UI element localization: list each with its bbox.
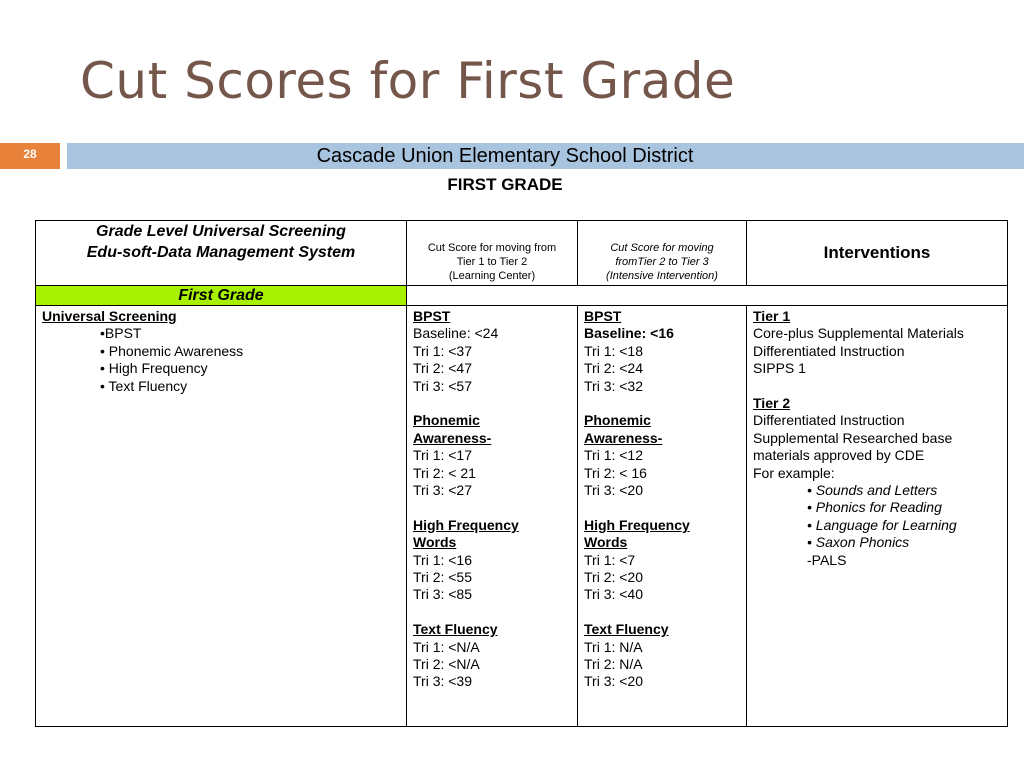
score-line: Tri 1: N/A [584, 638, 643, 655]
baseline-line: Baseline: <16 [584, 325, 674, 342]
score-line: Tri 2: <55 [413, 569, 473, 586]
intervention-line: SIPPS 1 [753, 360, 806, 377]
program-example-pals: -PALS [807, 551, 847, 568]
tier2-to-tier3-header [578, 221, 747, 286]
score-line: Tri 1: <18 [584, 342, 644, 359]
tier12-header-line2: Tier 1 to Tier 2 [456, 256, 528, 268]
screening-item: • Text Fluency [100, 377, 188, 394]
intervention-line: Differentiated Instruction [753, 342, 905, 359]
score-line: Tri 1: <12 [584, 447, 644, 464]
tier2-to-tier3-cell [578, 306, 747, 727]
score-line: Tri 3: <32 [584, 377, 644, 394]
score-line: Tri 2: < 21 [413, 464, 476, 481]
screening-cell [36, 306, 407, 727]
tier23-header-line3: (Intensive Intervention) [606, 270, 718, 282]
score-line: Tri 3: <40 [584, 586, 644, 603]
score-line: Tri 1: <16 [413, 551, 473, 568]
program-example: • Sounds and Letters [807, 482, 938, 499]
score-line: Tri 3: <20 [584, 482, 644, 499]
tier23-header-line2: fromTier 2 to Tier 3 [615, 256, 709, 268]
screening-heading: Universal Screening [42, 308, 177, 324]
hfw-heading: High Frequency [413, 516, 519, 533]
phonemic-heading: Phonemic [413, 412, 480, 429]
screening-item: • Phonemic Awareness [100, 342, 244, 359]
phonemic-heading-cont: Awareness- [584, 429, 663, 446]
screening-item: • High Frequency [100, 360, 208, 377]
score-line: Tri 2: <24 [584, 360, 644, 377]
intervention-line: For example: [753, 464, 835, 481]
fluency-heading: Text Fluency [584, 621, 669, 638]
tier12-header-line3: (Learning Center) [448, 270, 536, 282]
program-example: • Phonics for Reading [807, 499, 942, 516]
screening-header-line1: Grade Level Universal Screening [96, 223, 346, 240]
interventions-cell [747, 306, 1008, 727]
score-line: Tri 3: <20 [584, 673, 644, 690]
first-grade-row-empty [407, 286, 1008, 306]
score-line: Tri 1: <N/A [413, 638, 480, 655]
tier1-to-tier2-header [407, 221, 578, 286]
score-line: Tri 1: <17 [413, 447, 473, 464]
score-line: Tri 3: <85 [413, 586, 473, 603]
score-line: Baseline: <24 [413, 325, 499, 342]
tier23-header-line1: Cut Score for moving [610, 242, 714, 254]
hfw-heading: High Frequency [584, 516, 690, 533]
intervention-line: Supplemental Researched base [753, 429, 953, 446]
program-example: • Saxon Phonics [807, 534, 910, 551]
intervention-line: Differentiated Instruction [753, 412, 905, 429]
phonemic-heading-cont: Awareness- [413, 429, 492, 446]
score-line: Tri 2: N/A [584, 656, 643, 673]
score-line: Tri 2: < 16 [584, 464, 647, 481]
score-line: Tri 2: <20 [584, 569, 644, 586]
hfw-heading-cont: Words [584, 534, 628, 551]
fluency-heading: Text Fluency [413, 621, 498, 638]
screening-header-line2: Edu-soft-Data Management System [86, 244, 356, 261]
first-grade-label: First Grade [36, 286, 407, 306]
grade-heading: FIRST GRADE [447, 175, 563, 194]
bpst-heading: BPST [584, 308, 622, 324]
phonemic-heading: Phonemic [584, 412, 651, 429]
table-header-row [36, 221, 1008, 286]
score-line: Tri 3: <27 [413, 482, 473, 499]
bpst-heading: BPST [413, 308, 451, 324]
intervention-line: materials approved by CDE [753, 447, 925, 464]
interventions-header: Interventions [747, 221, 1008, 286]
cut-scores-table [35, 220, 1008, 727]
tier1-heading: Tier 1 [753, 308, 791, 324]
first-grade-row [36, 286, 1008, 306]
score-line: Tri 1: <37 [413, 342, 473, 359]
score-line: Tri 3: <39 [413, 673, 473, 690]
slide-title: Cut Scores for First Grade [80, 52, 736, 110]
tier2-heading: Tier 2 [753, 395, 791, 412]
page-number-badge: 28 [0, 143, 60, 169]
screening-item: •BPST [100, 325, 142, 342]
program-example: • Language for Learning [807, 516, 957, 533]
screening-header [36, 221, 407, 286]
intervention-line: Core-plus Supplemental Materials [753, 325, 964, 342]
hfw-heading-cont: Words [413, 534, 457, 551]
district-name: Cascade Union Elementary School District [316, 145, 694, 167]
tier1-to-tier2-cell [407, 306, 578, 727]
score-line: Tri 1: <7 [584, 551, 636, 568]
tier12-header-line1: Cut Score for moving from [427, 242, 557, 254]
score-line: Tri 2: <47 [413, 360, 473, 377]
score-line: Tri 3: <57 [413, 377, 473, 394]
score-line: Tri 2: <N/A [413, 656, 480, 673]
table-body-row [36, 306, 1008, 727]
